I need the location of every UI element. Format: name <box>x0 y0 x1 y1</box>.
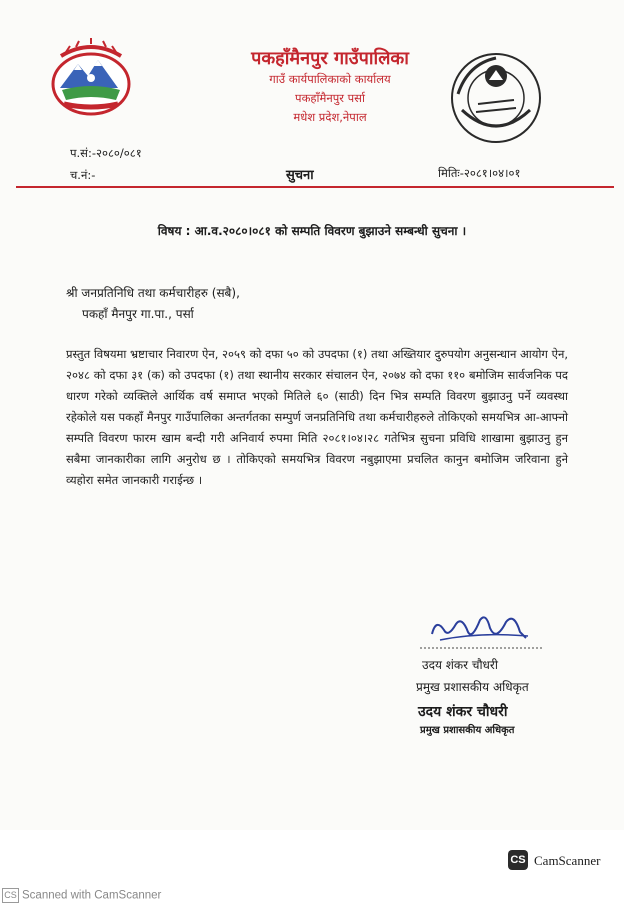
camscanner-logo-icon: CS <box>508 850 528 870</box>
camscanner-brand: CamScanner <box>534 853 601 868</box>
scan-footer <box>2 888 161 903</box>
letterhead <box>200 48 460 127</box>
subject-line: विषय : आ.व.२०८०।०८१ को सम्पति विवरण बुझाउने सम्बन्धी सुचना । <box>157 224 467 238</box>
province-name: मधेश प्रदेश,नेपाल <box>293 110 367 124</box>
handwritten-signature <box>410 608 550 654</box>
office-name: गाउँ कार्यपालिकाको कार्यालय <box>269 72 391 86</box>
addressee-line-1: श्री जनप्रतिनिधि तथा कर्मचारीहरु (सबै), <box>66 286 240 300</box>
notice-title: सुचना <box>286 168 314 183</box>
office-location: पकहाँमैनपुर पर्सा <box>295 91 365 105</box>
letter-date: मितिः-२०८१।०४।०१ <box>438 166 521 180</box>
camscanner-footer-icon: CS <box>2 888 19 903</box>
municipality-name: पकहाँमैनपुर गाउँपालिका <box>251 48 409 69</box>
scan-footer-text: Scanned with CamScanner <box>22 889 162 902</box>
office-seal-icon <box>448 50 544 146</box>
addressee-line-2: पकहाँ मैनपुर गा.पा., पर्सा <box>82 307 194 321</box>
stamp-designation: प्रमुख प्रशासकीय अधिकृत <box>420 725 515 736</box>
signatory-designation: प्रमुख प्रशासकीय अधिकृत <box>416 680 529 694</box>
reference-number: प.सं:-२०८०/०८१ <box>70 146 142 160</box>
signatory-name: उदय शंकर चौधरी <box>422 658 498 672</box>
header-divider <box>16 186 614 188</box>
notice-body: प्रस्तुत विषयमा भ्रष्टाचार निवारण ऐन, २०५९ को दफा ५० को उपदफा (१) तथा अख्तियार दुरुपयोग अनुसन्धान आयोग ऐन, २०४८ को दफा ३१ (क) को उपदफा (१) तथा स्थानीय सरकार संचालन ऐन, २०७४ को दफा ११० बमोजिम सार्वजनिक पद धारण गरेको व्यक्तिले आर्थिक वर्ष समाप्त भएको मितिले ६० (साठी) दिन भित्र सम्पति विवरण बुझाउनु पर्ने व्यवस्था रहेकोले यस पकहाँ मैनपुर गाउँपालिका अन्तर्गतका सम्पुर्ण जनप्रतिनिधि तथा कर्मचारीहरुले तोकिएको समयभित्र आ-आफ्नो सम्पति विवरण फारम खाम बन्दी गरी अनिवार्य रुपमा मिति २०८१।०४।२८ गतेभित्र सुचना प्रविधि शाखामा बुझाउनु हुन सबैमा जानकारीका लागि अनुरोध छ । तोकिएको समयभित्र विवरण नबुझाएमा प्रचलित कानुन बमोजिम जरिवाना हुने व्यहोरा समेत जानकारी गराईन्छ । <box>66 347 568 487</box>
nepal-emblem-icon <box>46 38 136 118</box>
dispatch-number: च.नं:- <box>70 168 96 182</box>
stamp-name: उदय शंकर चौधरी <box>418 704 508 720</box>
